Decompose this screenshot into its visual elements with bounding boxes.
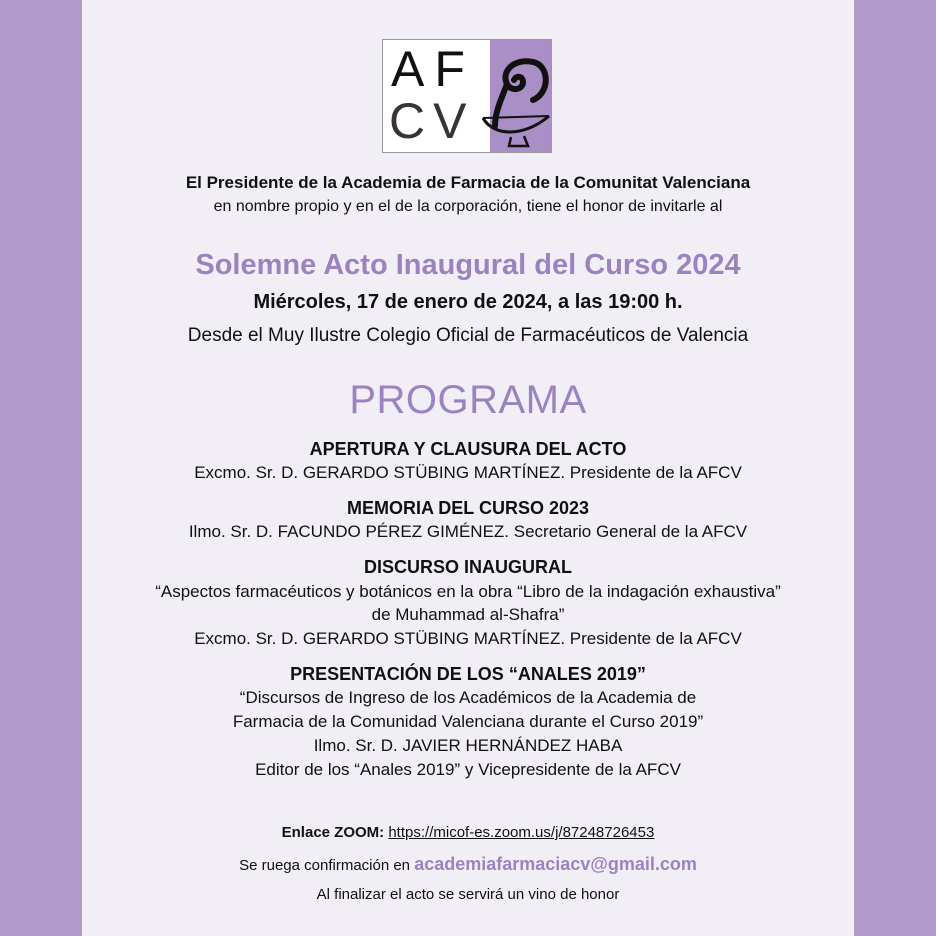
- program-line: Excmo. Sr. D. GERARDO STÜBING MARTÍNEZ. Presidente de la AFCV: [194, 629, 742, 648]
- program-line: Excmo. Sr. D. GERARDO STÜBING MARTÍNEZ. Presidente de la AFCV: [194, 463, 742, 482]
- confirm-row: [82, 854, 854, 875]
- program-line: “Aspectos farmacéuticos y botánicos en la obra “Libro de la indagación exhaustiva”: [155, 582, 781, 601]
- program-line: Editor de los “Anales 2019” y Vicepresidente de la AFCV: [255, 760, 681, 779]
- confirm-text: Se ruega confirmación en: [239, 857, 411, 874]
- invitation-page: [82, 0, 854, 936]
- program-heading: DISCURSO INAUGURAL: [363, 557, 572, 577]
- programa-heading: PROGRAMA: [349, 378, 587, 422]
- afcv-logo: [382, 39, 552, 153]
- email-link[interactable]: academiafarmaciacv@gmail.com: [414, 854, 697, 874]
- zoom-row: [82, 824, 854, 841]
- logo-text-line2: CV: [389, 93, 475, 149]
- event-venue: Desde el Muy Ilustre Colegio Oficial de Farmacéuticos de Valencia: [187, 325, 749, 346]
- program-line: Ilmo. Sr. D. JAVIER HERNÁNDEZ HABA: [313, 736, 623, 755]
- program-heading: PRESENTACIÓN DE LOS “ANALES 2019”: [290, 664, 646, 684]
- intro-line-2: en nombre propio y en el de la corporación, tiene el honor de invitarle al: [213, 198, 723, 215]
- program-line: Ilmo. Sr. D. FACUNDO PÉREZ GIMÉNEZ. Secretario General de la AFCV: [188, 522, 748, 541]
- intro-line-1: El Presidente de la Academia de Farmacia de la Comunitat Valenciana: [185, 173, 751, 192]
- program-heading: APERTURA Y CLAUSURA DEL ACTO: [309, 439, 627, 459]
- closing-text: Al finalizar el acto se servirá un vino de honor: [316, 886, 620, 903]
- event-date: Miércoles, 17 de enero de 2024, a las 19:00 h.: [253, 291, 683, 313]
- zoom-link[interactable]: https://micof-es.zoom.us/j/87248726453: [388, 824, 655, 841]
- program-line: de Muhammad al-Shafra”: [371, 605, 565, 624]
- program-line: “Discursos de Ingreso de los Académicos de la Academia de: [239, 688, 697, 707]
- event-title: Solemne Acto Inaugural del Curso 2024: [195, 249, 741, 281]
- zoom-label: Enlace ZOOM:: [281, 824, 385, 841]
- program-line: Farmacia de la Comunidad Valenciana durante el Curso 2019”: [232, 712, 704, 731]
- logo-text-line1: AF: [391, 41, 475, 97]
- program-heading: MEMORIA DEL CURSO 2023: [346, 498, 590, 518]
